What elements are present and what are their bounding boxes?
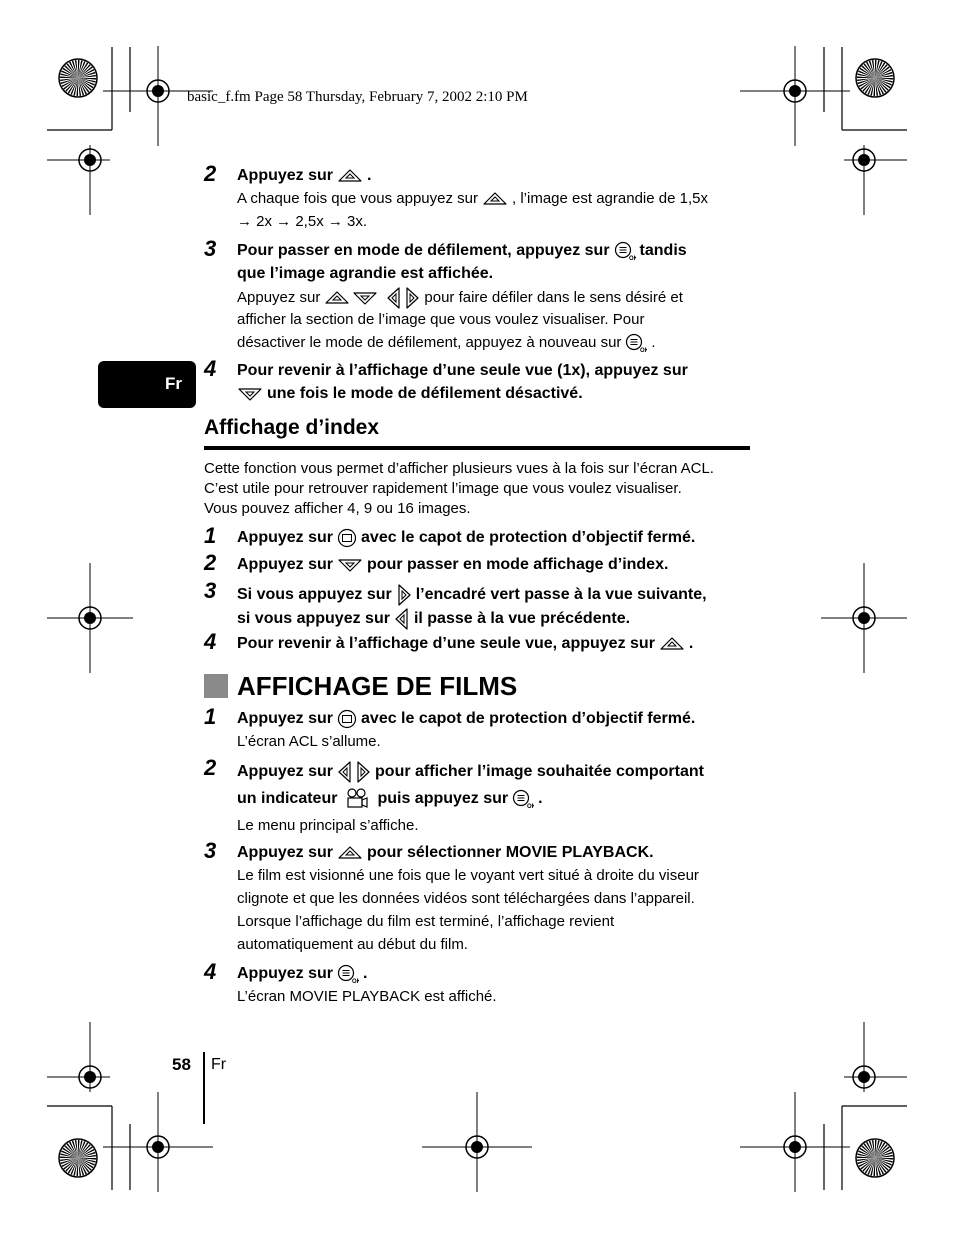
- step-number: 4: [204, 959, 217, 984]
- starburst-mark: [856, 1139, 894, 1177]
- intro-text: Cette fonction vous permet d’afficher plusieurs vues à la fois sur l’écran ACL.: [204, 460, 714, 477]
- step-number: 1: [204, 523, 217, 548]
- footer-divider: [203, 1052, 205, 1124]
- step-number: 3: [204, 838, 217, 863]
- step-instruction: Appuyez sur avec le capot de protection d’objectif fermé.: [237, 529, 696, 547]
- step-text: Le menu principal s’affiche.: [237, 817, 419, 834]
- step-instruction: que l’image agrandie est affichée.: [237, 265, 494, 282]
- page-number: 58: [172, 1055, 191, 1074]
- step-number: 3: [204, 578, 217, 603]
- section-rule: [204, 446, 750, 450]
- movie-camera-icon: [345, 788, 369, 810]
- step-number: 4: [204, 356, 217, 381]
- ok-menu-button-icon: [625, 333, 647, 353]
- starburst-mark: [856, 59, 894, 97]
- step-text: automatiquement au début du film.: [237, 936, 468, 953]
- arrow-down-button-icon: [237, 386, 263, 402]
- arrow-right-button-icon: [404, 286, 420, 310]
- arrow-right-button-icon: [355, 760, 371, 784]
- arrow-left-button-icon: [394, 607, 410, 631]
- language-tab-label: Fr: [165, 374, 182, 393]
- step-text: clignote et que les données vidéos sont téléchargées dans l’appareil.: [237, 890, 695, 907]
- step-number: 2: [204, 161, 217, 186]
- arrow-up-button-icon: [324, 290, 350, 306]
- step-instruction: une fois le mode de défilement désactivé.: [237, 384, 583, 404]
- section-title: AFFICHAGE DE FILMS: [237, 671, 518, 701]
- footer-language: Fr: [211, 1056, 227, 1073]
- file-header: basic_f.fm Page 58 Thursday, February 7, 2002 2:10 PM: [187, 89, 528, 105]
- intro-text: C’est utile pour retrouver rapidement l’image que vous voulez visualiser.: [204, 480, 682, 497]
- step-instruction: Appuyez sur pour sélectionner MOVIE PLAYBACK.: [237, 844, 654, 861]
- starburst-mark: [59, 59, 97, 97]
- step-text: → 2x → 2,5x → 3x.: [237, 213, 368, 230]
- ok-menu-button-icon: [337, 964, 359, 984]
- arrow-left-button-icon: [386, 286, 402, 310]
- arrow-up-button-icon: [659, 636, 685, 652]
- step-instruction: Appuyez sur pour passer en mode affichage d’index.: [237, 556, 669, 573]
- step-instruction: Pour revenir à l’affichage d’une seule vue (1x), appuyez sur: [237, 362, 688, 379]
- arrow-left-button-icon: [337, 760, 353, 784]
- step-text: A chaque fois que vous appuyez sur , l’image est agrandie de 1,5x: [237, 190, 708, 207]
- section-marker: [204, 674, 228, 698]
- step-text: L’écran MOVIE PLAYBACK est affiché.: [237, 988, 497, 1005]
- step-instruction: Appuyez sur pour afficher l’image souhaitée comportant: [237, 760, 704, 784]
- step-instruction: un indicateur puis appuyez sur .: [237, 788, 543, 810]
- starburst-mark: [59, 1139, 97, 1177]
- step-text: désactiver le mode de défilement, appuyez à nouveau sur .: [237, 333, 656, 353]
- step-number: 4: [204, 629, 217, 654]
- step-instruction: Appuyez sur avec le capot de protection d’objectif fermé.: [237, 710, 696, 728]
- step-text: Le film est visionné une fois que le voyant vert situé à droite du viseur: [237, 867, 699, 884]
- arrow-up-button-icon: [337, 168, 363, 184]
- arrow-up-button-icon: [337, 845, 363, 861]
- step-instruction: Pour revenir à l’affichage d’une seule vue, appuyez sur .: [237, 635, 694, 652]
- step-instruction: Appuyez sur .: [237, 167, 372, 184]
- step-instruction: Pour passer en mode de défilement, appuyez sur tandis: [237, 241, 687, 261]
- step-number: 3: [204, 236, 217, 261]
- arrow-right-button-icon: [396, 583, 412, 607]
- step-instruction: si vous appuyez sur il passe à la vue précédente.: [237, 607, 630, 631]
- ok-menu-button-icon: [512, 789, 534, 809]
- step-text: Appuyez sur pour faire défiler dans le sens désiré et: [237, 286, 683, 310]
- step-text: Lorsque l’affichage du film est terminé, l’affichage revient: [237, 913, 615, 930]
- step-instruction: Appuyez sur .: [237, 964, 367, 984]
- step-instruction: Si vous appuyez sur l’encadré vert passe à la vue suivante,: [237, 583, 707, 607]
- arrow-down-button-icon: [337, 557, 363, 573]
- step-number: 2: [204, 755, 217, 780]
- display-button-icon: [337, 709, 357, 729]
- arrow-up-button-icon: [482, 191, 508, 207]
- step-number: 2: [204, 550, 217, 575]
- intro-text: Vous pouvez afficher 4, 9 ou 16 images.: [204, 500, 471, 517]
- ok-menu-button-icon: [614, 241, 636, 261]
- step-number: 1: [204, 704, 217, 729]
- step-text: afficher la section de l’image que vous voulez visualiser. Pour: [237, 311, 645, 328]
- section-subtitle: Affichage d’index: [204, 416, 380, 439]
- display-button-icon: [337, 528, 357, 548]
- step-text: L’écran ACL s’allume.: [237, 733, 381, 750]
- arrow-down-button-icon: [352, 290, 378, 306]
